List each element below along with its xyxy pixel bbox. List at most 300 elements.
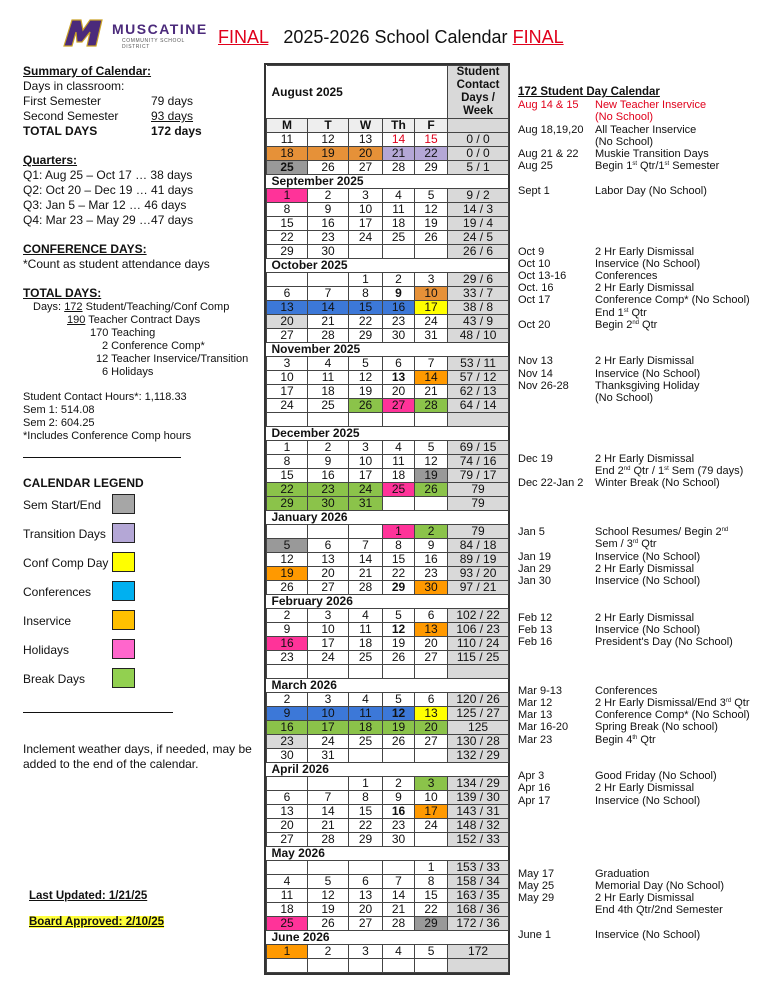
month-header-row <box>267 847 509 861</box>
day-cell[interactable]: 12 <box>415 203 448 217</box>
event-date: Feb 13 <box>518 623 553 636</box>
week-row <box>267 301 509 315</box>
contact-days-cell: 110 / 24 <box>448 637 509 651</box>
day-cell[interactable]: 15 <box>415 133 448 147</box>
day-cell[interactable]: 6 <box>383 357 415 371</box>
day-cell[interactable]: 30 <box>415 581 448 595</box>
event-date: Oct 20 <box>518 318 551 331</box>
breakdown-conf-comp: 2 Conference Comp* <box>102 340 205 352</box>
day-cell[interactable]: 25 <box>308 399 349 413</box>
day-cell[interactable]: 12 <box>349 371 383 385</box>
empty-cell <box>267 413 308 427</box>
day-cell[interactable]: 10 <box>415 791 448 805</box>
day-cell[interactable]: 19 <box>267 567 308 581</box>
month-header-row <box>267 175 509 189</box>
event-row <box>518 246 768 258</box>
day-cell[interactable]: 9 <box>267 623 308 637</box>
event-date: Oct 10 <box>518 257 551 270</box>
day-cell[interactable]: 26 <box>383 735 415 749</box>
day-cell[interactable]: 24 <box>415 315 448 329</box>
event-date: Apr 3 <box>518 770 545 783</box>
week-row <box>267 959 509 973</box>
day-cell[interactable]: 13 <box>267 805 308 819</box>
day-cell[interactable]: 2 <box>415 525 448 539</box>
event-date: Mar 16-20 <box>518 721 569 734</box>
day-cell[interactable]: 29 <box>415 161 448 175</box>
week-row <box>267 567 509 581</box>
day-cell[interactable]: 14 <box>415 371 448 385</box>
day-cell[interactable]: 13 <box>415 623 448 637</box>
day-cell[interactable]: 1 <box>349 777 383 791</box>
day-cell[interactable]: 3 <box>415 777 448 791</box>
day-cell[interactable]: 18 <box>267 147 308 161</box>
event-date: Aug 21 & 22 <box>518 148 579 161</box>
day-cell[interactable]: 24 <box>415 819 448 833</box>
week-row <box>267 833 509 847</box>
day-cell[interactable]: 19 <box>308 903 349 917</box>
day-cell[interactable]: 20 <box>415 721 448 735</box>
day-cell[interactable]: 26 <box>267 581 308 595</box>
day-cell[interactable]: 17 <box>308 721 349 735</box>
day-cell[interactable]: 3 <box>415 273 448 287</box>
event-date: Nov 14 <box>518 367 553 380</box>
day-cell[interactable]: 13 <box>267 301 308 315</box>
day-cell[interactable]: 27 <box>267 833 308 847</box>
day-cell[interactable]: 26 <box>308 161 349 175</box>
contact-days-cell: 89 / 19 <box>448 553 509 567</box>
day-cell[interactable]: 11 <box>267 889 308 903</box>
day-cell[interactable]: 18 <box>349 637 383 651</box>
event-description: Thanksgiving Holiday <box>595 379 700 392</box>
day-cell[interactable]: 21 <box>308 819 349 833</box>
day-cell[interactable]: 12 <box>383 707 415 721</box>
day-cell[interactable]: 10 <box>415 287 448 301</box>
day-cell[interactable]: 17 <box>349 469 383 483</box>
day-cell[interactable]: 8 <box>383 539 415 553</box>
day-cell[interactable]: 17 <box>415 301 448 315</box>
day-cell[interactable]: 9 <box>267 707 308 721</box>
day-cell[interactable]: 20 <box>267 819 308 833</box>
event-row <box>518 160 768 172</box>
month-title: September 2025 <box>267 175 509 189</box>
day-cell[interactable]: 23 <box>308 483 349 497</box>
day-cell[interactable]: 27 <box>349 161 383 175</box>
day-cell[interactable]: 22 <box>415 903 448 917</box>
event-row <box>518 307 768 319</box>
event-row <box>518 563 768 575</box>
empty-cell <box>415 497 448 511</box>
contact-days-cell: 14 / 3 <box>448 203 509 217</box>
day-cell[interactable]: 27 <box>267 329 308 343</box>
day-cell[interactable]: 18 <box>383 469 415 483</box>
event-description: (No School) <box>595 392 654 405</box>
day-cell[interactable]: 21 <box>415 385 448 399</box>
day-cell[interactable]: 6 <box>308 539 349 553</box>
day-cell[interactable]: 26 <box>308 917 349 931</box>
day-cell[interactable]: 19 <box>415 469 448 483</box>
day-cell[interactable]: 3 <box>349 189 383 203</box>
day-cell[interactable]: 5 <box>349 357 383 371</box>
day-cell[interactable]: 12 <box>267 553 308 567</box>
day-cell[interactable]: 5 <box>308 875 349 889</box>
day-cell[interactable]: 1 <box>267 945 308 959</box>
day-cell[interactable]: 19 <box>415 217 448 231</box>
day-cell[interactable]: 4 <box>308 357 349 371</box>
day-cell[interactable]: 30 <box>308 245 349 259</box>
empty-cell <box>415 245 448 259</box>
week-row <box>267 917 509 931</box>
breakdown-inservice: 12 Teacher Inservice/Transition <box>96 353 249 365</box>
day-cell[interactable]: 8 <box>415 875 448 889</box>
day-cell[interactable]: 14 <box>308 301 349 315</box>
day-cell[interactable]: 20 <box>267 315 308 329</box>
week-row <box>267 329 509 343</box>
day-cell[interactable]: 9 <box>308 203 349 217</box>
event-description: Labor Day (No School) <box>595 184 707 197</box>
day-cell[interactable]: 23 <box>383 315 415 329</box>
day-cell[interactable]: 20 <box>349 147 383 161</box>
legend-label: Break Days <box>23 672 86 686</box>
week-row <box>267 819 509 833</box>
event-description: Inservice (No School) <box>595 575 701 588</box>
month-title: January 2026 <box>267 511 509 525</box>
day-cell[interactable]: 15 <box>349 301 383 315</box>
day-cell[interactable]: 12 <box>415 455 448 469</box>
day-cell[interactable]: 16 <box>308 217 349 231</box>
day-cell[interactable]: 28 <box>383 917 415 931</box>
day-cell[interactable]: 14 <box>383 889 415 903</box>
day-cell[interactable]: 6 <box>415 609 448 623</box>
day-cell[interactable]: 28 <box>308 329 349 343</box>
day-cell[interactable]: 15 <box>383 553 415 567</box>
day-cell[interactable]: 31 <box>349 497 383 511</box>
day-cell[interactable]: 22 <box>349 819 383 833</box>
day-cell[interactable]: 27 <box>349 917 383 931</box>
day-cell[interactable]: 2 <box>267 693 308 707</box>
event-date: Oct 17 <box>518 294 551 307</box>
day-cell[interactable]: 23 <box>383 819 415 833</box>
day-cell[interactable]: 3 <box>308 693 349 707</box>
day-cell[interactable]: 29 <box>415 917 448 931</box>
day-cell[interactable]: 19 <box>308 147 349 161</box>
day-cell[interactable]: 12 <box>308 889 349 903</box>
day-cell[interactable]: 22 <box>267 483 308 497</box>
day-cell[interactable]: 2 <box>308 441 349 455</box>
day-cell[interactable]: 4 <box>383 945 415 959</box>
day-cell[interactable]: 4 <box>267 875 308 889</box>
event-spacer <box>518 404 768 453</box>
day-cell[interactable]: 23 <box>267 651 308 665</box>
day-cell[interactable]: 3 <box>349 441 383 455</box>
contact-days-cell: 125 / 27 <box>448 707 509 721</box>
day-cell[interactable]: 15 <box>349 805 383 819</box>
day-cell[interactable]: 15 <box>267 469 308 483</box>
day-cell[interactable]: 6 <box>267 791 308 805</box>
event-date: Nov 13 <box>518 355 553 368</box>
day-cell[interactable]: 5 <box>415 945 448 959</box>
week-row <box>267 371 509 385</box>
day-cell[interactable]: 2 <box>383 273 415 287</box>
day-cell[interactable]: 3 <box>349 945 383 959</box>
day-cell[interactable]: 14 <box>308 805 349 819</box>
day-cell[interactable]: 16 <box>415 553 448 567</box>
day-cell[interactable]: 18 <box>349 721 383 735</box>
day-cell[interactable]: 29 <box>383 581 415 595</box>
day-cell[interactable]: 8 <box>349 791 383 805</box>
day-cell[interactable]: 6 <box>349 875 383 889</box>
day-cell[interactable]: 24 <box>308 735 349 749</box>
day-cell[interactable]: 26 <box>415 231 448 245</box>
day-cell[interactable]: 25 <box>383 231 415 245</box>
day-cell[interactable]: 20 <box>349 903 383 917</box>
legend-item <box>23 607 258 636</box>
day-cell[interactable]: 1 <box>383 525 415 539</box>
day-cell[interactable]: 13 <box>415 707 448 721</box>
day-cell[interactable]: 11 <box>383 203 415 217</box>
legend-label: Sem Start/End <box>23 498 102 512</box>
day-cell[interactable]: 21 <box>349 567 383 581</box>
day-cell[interactable]: 7 <box>415 357 448 371</box>
event-date: Jan 19 <box>518 550 552 563</box>
week-row <box>267 539 509 553</box>
day-cell[interactable]: 28 <box>383 161 415 175</box>
event-description: Inservice (No School) <box>595 550 701 563</box>
day-cell[interactable]: 10 <box>308 623 349 637</box>
day-cell[interactable]: 5 <box>383 609 415 623</box>
day-cell[interactable]: 8 <box>267 455 308 469</box>
day-cell[interactable]: 22 <box>267 231 308 245</box>
event-date: Jan 29 <box>518 562 552 575</box>
day-cell[interactable]: 10 <box>308 707 349 721</box>
day-cell[interactable]: 14 <box>383 133 415 147</box>
day-cell[interactable]: 1 <box>349 273 383 287</box>
day-cell[interactable]: 9 <box>415 539 448 553</box>
day-cell[interactable]: 5 <box>267 539 308 553</box>
day-cell[interactable]: 7 <box>308 287 349 301</box>
day-cell[interactable]: 13 <box>308 553 349 567</box>
day-cell[interactable]: 24 <box>308 651 349 665</box>
day-cell[interactable]: 25 <box>349 651 383 665</box>
day-cell[interactable]: 23 <box>308 231 349 245</box>
day-cell[interactable]: 28 <box>415 399 448 413</box>
day-cell[interactable]: 2 <box>383 777 415 791</box>
day-cell[interactable]: 26 <box>383 651 415 665</box>
day-cell[interactable]: 11 <box>349 707 383 721</box>
weekday-header-blank <box>448 119 509 133</box>
contact-days-cell: 69 / 15 <box>448 441 509 455</box>
day-cell[interactable]: 30 <box>383 329 415 343</box>
contact-days-cell: 0 / 0 <box>448 133 509 147</box>
day-cell[interactable]: 24 <box>267 399 308 413</box>
day-cell[interactable]: 17 <box>308 637 349 651</box>
event-date: Aug 25 <box>518 160 553 173</box>
day-cell[interactable]: 28 <box>349 581 383 595</box>
event-spacer <box>518 172 768 184</box>
day-cell[interactable]: 29 <box>349 833 383 847</box>
day-cell[interactable]: 11 <box>349 623 383 637</box>
day-cell[interactable]: 7 <box>349 539 383 553</box>
event-description: Muskie Transition Days <box>595 148 709 161</box>
day-cell[interactable]: 21 <box>383 903 415 917</box>
day-cell[interactable]: 13 <box>349 889 383 903</box>
day-cell[interactable]: 11 <box>267 133 308 147</box>
day-cell[interactable]: 7 <box>308 791 349 805</box>
day-cell[interactable]: 10 <box>349 455 383 469</box>
day-cell[interactable]: 21 <box>308 315 349 329</box>
event-date: Mar 23 <box>518 733 553 746</box>
day-cell[interactable]: 29 <box>349 329 383 343</box>
day-cell[interactable]: 25 <box>349 735 383 749</box>
day-cell[interactable]: 9 <box>383 791 415 805</box>
event-description: Inservice (No School) <box>595 928 701 941</box>
weekday-header-row <box>267 119 509 133</box>
day-cell[interactable]: 28 <box>308 833 349 847</box>
event-description: Begin 2nd Qtr <box>595 318 658 331</box>
day-cell[interactable]: 11 <box>308 371 349 385</box>
day-cell[interactable]: 2 <box>308 189 349 203</box>
event-row <box>518 575 768 587</box>
day-cell[interactable]: 23 <box>267 735 308 749</box>
day-cell[interactable]: 17 <box>349 217 383 231</box>
day-cell[interactable]: 6 <box>415 693 448 707</box>
week-row <box>267 875 509 889</box>
contact-days-cell: 120 / 26 <box>448 693 509 707</box>
day-cell[interactable]: 31 <box>308 749 349 763</box>
day-cell[interactable]: 19 <box>383 637 415 651</box>
contact-days-cell: 115 / 25 <box>448 651 509 665</box>
summary-row-total: TOTAL DAYS 172 days <box>23 124 202 138</box>
day-cell[interactable]: 26 <box>349 399 383 413</box>
day-cell[interactable]: 30 <box>267 749 308 763</box>
day-cell[interactable]: 18 <box>308 385 349 399</box>
day-cell[interactable]: 14 <box>349 553 383 567</box>
day-cell[interactable]: 3 <box>267 357 308 371</box>
day-cell[interactable]: 16 <box>383 805 415 819</box>
event-description: 2 Hr Early Dismissal <box>595 453 695 466</box>
day-cell[interactable]: 2 <box>308 945 349 959</box>
month-title: May 2026 <box>267 847 509 861</box>
day-cell[interactable]: 25 <box>267 161 308 175</box>
week-row <box>267 665 509 679</box>
day-cell[interactable]: 12 <box>308 133 349 147</box>
day-cell[interactable]: 30 <box>383 833 415 847</box>
day-cell[interactable]: 10 <box>349 203 383 217</box>
day-cell[interactable]: 17 <box>415 805 448 819</box>
day-cell[interactable]: 15 <box>415 889 448 903</box>
day-cell[interactable]: 18 <box>383 217 415 231</box>
event-date <box>518 111 595 123</box>
day-cell[interactable]: 5 <box>415 441 448 455</box>
day-cell[interactable]: 6 <box>267 287 308 301</box>
day-cell[interactable]: 16 <box>308 469 349 483</box>
week-row <box>267 553 509 567</box>
legend-list <box>23 491 258 694</box>
day-cell[interactable]: 4 <box>349 693 383 707</box>
day-cell[interactable]: 21 <box>383 147 415 161</box>
day-cell[interactable]: 29 <box>267 497 308 511</box>
day-cell[interactable]: 27 <box>415 651 448 665</box>
day-cell[interactable]: 19 <box>349 385 383 399</box>
month-title: April 2026 <box>267 763 509 777</box>
contact-days-cell: 93 / 20 <box>448 567 509 581</box>
day-cell[interactable]: 25 <box>267 917 308 931</box>
events-list <box>518 99 768 941</box>
day-cell[interactable]: 20 <box>383 385 415 399</box>
day-cell[interactable]: 1 <box>267 441 308 455</box>
day-cell[interactable]: 18 <box>267 903 308 917</box>
day-cell[interactable]: 4 <box>383 441 415 455</box>
contact-days-cell: 79 / 17 <box>448 469 509 483</box>
day-cell[interactable]: 22 <box>383 567 415 581</box>
event-description: President's Day (No School) <box>595 636 733 649</box>
event-date: May 17 <box>518 867 555 880</box>
day-cell[interactable]: 7 <box>383 875 415 889</box>
day-cell[interactable]: 2 <box>267 609 308 623</box>
day-cell[interactable]: 13 <box>383 371 415 385</box>
event-row <box>518 721 768 733</box>
day-cell[interactable]: 16 <box>267 721 308 735</box>
day-cell[interactable]: 10 <box>267 371 308 385</box>
day-cell[interactable]: 25 <box>383 483 415 497</box>
day-cell[interactable]: 5 <box>415 189 448 203</box>
total-days-line-1: Days: 172 Student/Teaching/Conf Comp <box>33 301 230 313</box>
event-description: Conferences <box>595 270 658 283</box>
day-cell[interactable]: 12 <box>383 623 415 637</box>
day-cell[interactable]: 17 <box>267 385 308 399</box>
day-cell[interactable]: 22 <box>415 147 448 161</box>
day-cell[interactable]: 11 <box>383 455 415 469</box>
day-cell[interactable]: 29 <box>267 245 308 259</box>
summary-heading: Summary of Calendar: <box>23 64 152 78</box>
day-cell[interactable]: 1 <box>267 189 308 203</box>
day-cell[interactable]: 15 <box>267 217 308 231</box>
day-cell[interactable]: 16 <box>267 637 308 651</box>
day-cell[interactable]: 24 <box>349 231 383 245</box>
day-cell[interactable]: 4 <box>383 189 415 203</box>
week-row <box>267 609 509 623</box>
logo-subtitle: COMMUNITY SCHOOL DISTRICT <box>122 38 185 50</box>
day-cell[interactable]: 20 <box>415 637 448 651</box>
day-cell[interactable]: 3 <box>308 609 349 623</box>
day-cell[interactable]: 16 <box>383 301 415 315</box>
day-cell[interactable]: 13 <box>349 133 383 147</box>
day-cell[interactable]: 9 <box>383 287 415 301</box>
day-cell[interactable]: 31 <box>415 329 448 343</box>
day-cell[interactable]: 4 <box>349 609 383 623</box>
day-cell[interactable]: 8 <box>349 287 383 301</box>
event-description: New Teacher Inservice <box>595 99 707 112</box>
event-date: Aug 18,19,20 <box>518 123 584 136</box>
day-cell[interactable]: 23 <box>415 567 448 581</box>
month-title: December 2025 <box>267 427 509 441</box>
day-cell[interactable]: 20 <box>308 567 349 581</box>
day-cell[interactable]: 26 <box>415 483 448 497</box>
day-cell[interactable]: 9 <box>308 455 349 469</box>
empty-cell <box>349 861 383 875</box>
event-description: Begin 1st Qtr/1st Semester <box>595 160 720 173</box>
day-cell[interactable]: 22 <box>349 315 383 329</box>
conference-note: *Count as student attendance days <box>23 257 210 271</box>
day-cell[interactable]: 27 <box>308 581 349 595</box>
day-cell[interactable]: 30 <box>308 497 349 511</box>
day-cell[interactable]: 1 <box>415 861 448 875</box>
day-cell[interactable]: 27 <box>383 399 415 413</box>
day-cell[interactable]: 24 <box>349 483 383 497</box>
day-cell[interactable]: 8 <box>267 203 308 217</box>
day-cell[interactable]: 19 <box>383 721 415 735</box>
day-cell[interactable]: 5 <box>383 693 415 707</box>
day-cell[interactable]: 27 <box>415 735 448 749</box>
